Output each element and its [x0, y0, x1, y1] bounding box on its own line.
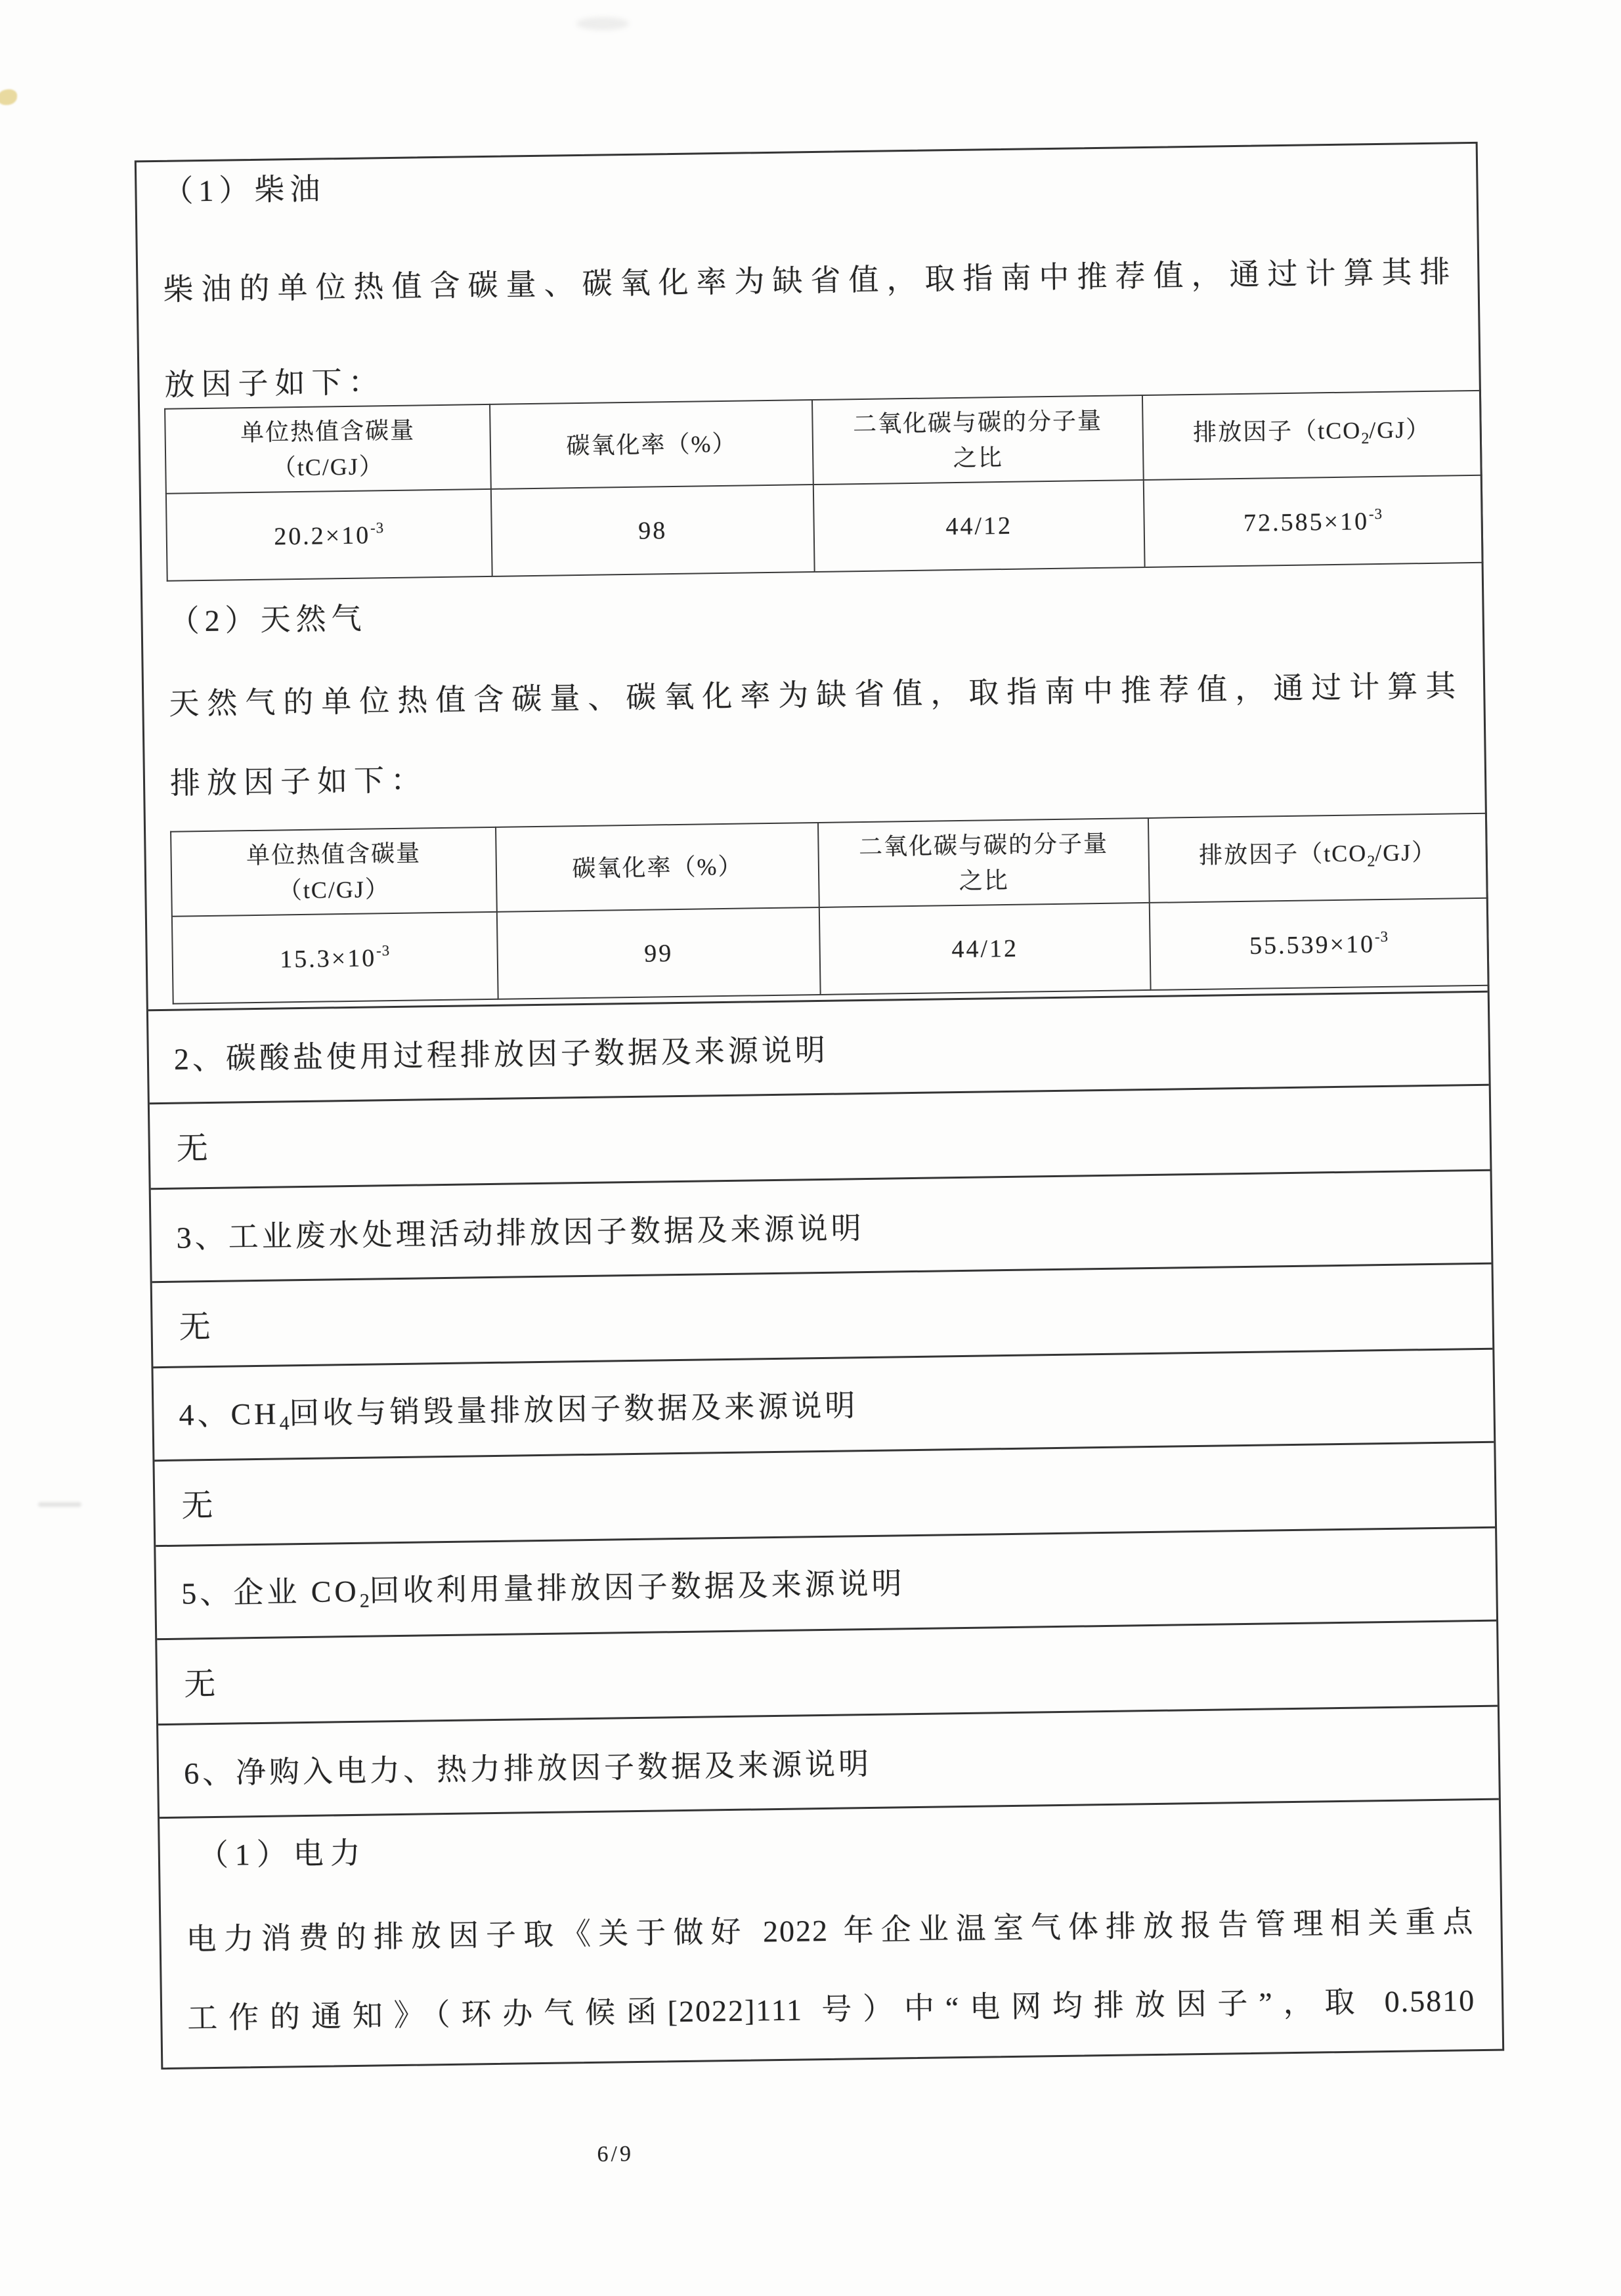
diesel-table-data-row: [166, 475, 1483, 581]
gas-emission-factor-value: [1150, 898, 1489, 990]
header-line: /GJ）: [1374, 838, 1437, 867]
diesel-emission-factor-value: [1144, 475, 1483, 567]
scan-artifact-yellow: [0, 89, 17, 105]
section-4-title-row: [153, 1348, 1494, 1460]
section-5-title: [181, 1559, 905, 1614]
diesel-ratio-value: 44/12: [813, 480, 1145, 572]
title-text: 5、企业 CO: [181, 1574, 360, 1611]
electricity-paragraph-line1: 电力消费的排放因子取《关于做好 2022 年企业温室气体排放报告管理相关重点: [186, 1905, 1475, 1957]
header-line: 二氧化碳与碳的分子量: [858, 830, 1109, 860]
scanned-document: [135, 142, 1504, 2167]
section-2-title: 2、碳酸盐使用过程排放因子数据及来源说明: [173, 1033, 829, 1076]
header-co2-carbon-molecular-ratio: [812, 395, 1144, 485]
diesel-heading: （1）柴油: [163, 172, 326, 208]
header-co2-carbon-molecular-ratio: [818, 818, 1150, 907]
gas-factor-table: [170, 813, 1489, 1005]
diesel-paragraph-line2: 放因子如下：: [164, 365, 385, 402]
ch4-subscript: 4: [279, 1412, 290, 1435]
header-line: 单位热值含碳量: [246, 839, 421, 869]
section-5-title-row: [156, 1527, 1496, 1638]
document-border: [135, 142, 1504, 2069]
value-base: 15.3×10: [279, 943, 377, 973]
section-4-title: [179, 1381, 859, 1436]
header-line: 二氧化碳与碳的分子量: [852, 407, 1103, 437]
header-line: 排放因子（tCO: [1192, 417, 1362, 446]
section-6-title-row: [158, 1705, 1499, 1817]
header-unit: （tC/GJ）: [278, 875, 391, 903]
gas-table-data-row: [172, 898, 1489, 1004]
section-3-title: 3、工业废水处理活动排放因子数据及来源说明: [176, 1211, 865, 1255]
section-3-content: 无: [179, 1309, 213, 1345]
section-2-content: 无: [176, 1131, 210, 1167]
header-emission-factor: [1148, 813, 1488, 903]
title-text: 4、CH: [179, 1397, 280, 1432]
co2-subscript: 2: [359, 1590, 370, 1612]
title-text: 回收与销毁量排放因子数据及来源说明: [289, 1389, 859, 1431]
value-exponent: -3: [1374, 928, 1389, 945]
gas-heading: （2）天然气: [169, 601, 367, 638]
diesel-heat-carbon-value: [166, 489, 492, 581]
electricity-paragraph-line2: 工作的通知》（环办气候函[2022]111 号）中“电网均排放因子”，取 0.5810: [186, 1983, 1476, 2035]
value-exponent: -3: [376, 942, 391, 959]
value-base: 72.585×10: [1243, 507, 1370, 537]
header-unit: （tC/GJ）: [272, 452, 385, 481]
section-2-title-row: [148, 991, 1489, 1102]
scan-smudge: [576, 17, 629, 30]
gas-ratio-value: 44/12: [819, 903, 1151, 995]
diesel-factor-table: [164, 390, 1483, 582]
value-base: 55.539×10: [1249, 930, 1375, 960]
header-emission-factor: [1142, 391, 1482, 480]
title-text: 回收利用量排放因子数据及来源说明: [369, 1567, 905, 1608]
header-line: 排放因子（tCO: [1198, 840, 1368, 869]
header-line: 单位热值含碳量: [240, 417, 416, 446]
diesel-paragraph-line1: 柴油的单位热值含碳量、碳氧化率为缺省值，取指南中推荐值，通过计算其排: [163, 255, 1452, 307]
gas-heat-carbon-value: [172, 912, 498, 1004]
value-base: 20.2×10: [273, 521, 371, 551]
section-6-title: 6、净购入电力、热力排放因子数据及来源说明: [183, 1746, 873, 1790]
header-line: 碳氧化率（%）: [566, 430, 737, 459]
fuel-emission-factors-section: [137, 144, 1488, 1009]
gas-paragraph-line2: 排放因子如下：: [169, 763, 428, 800]
value-exponent: -3: [1368, 505, 1383, 522]
section-5-content: 无: [183, 1666, 217, 1702]
header-line: 碳氧化率（%）: [572, 853, 743, 882]
page-number: 6/9: [597, 2142, 634, 2167]
gas-oxidation-value: 99: [497, 907, 821, 999]
header-line: /GJ）: [1368, 416, 1431, 444]
electricity-section: [160, 1798, 1502, 2068]
co2-subscript: 2: [1361, 430, 1370, 448]
header-heat-carbon-content: [171, 827, 497, 917]
gas-paragraph-line1: 天然气的单位热值含碳量、碳氧化率为缺省值，取指南中推荐值，通过计算其: [169, 669, 1458, 721]
header-line: 之比: [959, 867, 1010, 894]
electricity-heading: （1）电力: [198, 1836, 368, 1873]
diesel-oxidation-value: 98: [491, 485, 815, 576]
section-4-content: 无: [181, 1488, 215, 1524]
value-exponent: -3: [370, 519, 385, 536]
header-carbon-oxidation-rate: [496, 823, 819, 912]
co2-subscript: 2: [1367, 853, 1375, 871]
header-line: 之比: [953, 444, 1004, 471]
header-carbon-oxidation-rate: [490, 400, 813, 489]
header-heat-carbon-content: [165, 404, 491, 494]
scan-dash: [38, 1502, 81, 1507]
section-3-title-row: [151, 1169, 1492, 1281]
